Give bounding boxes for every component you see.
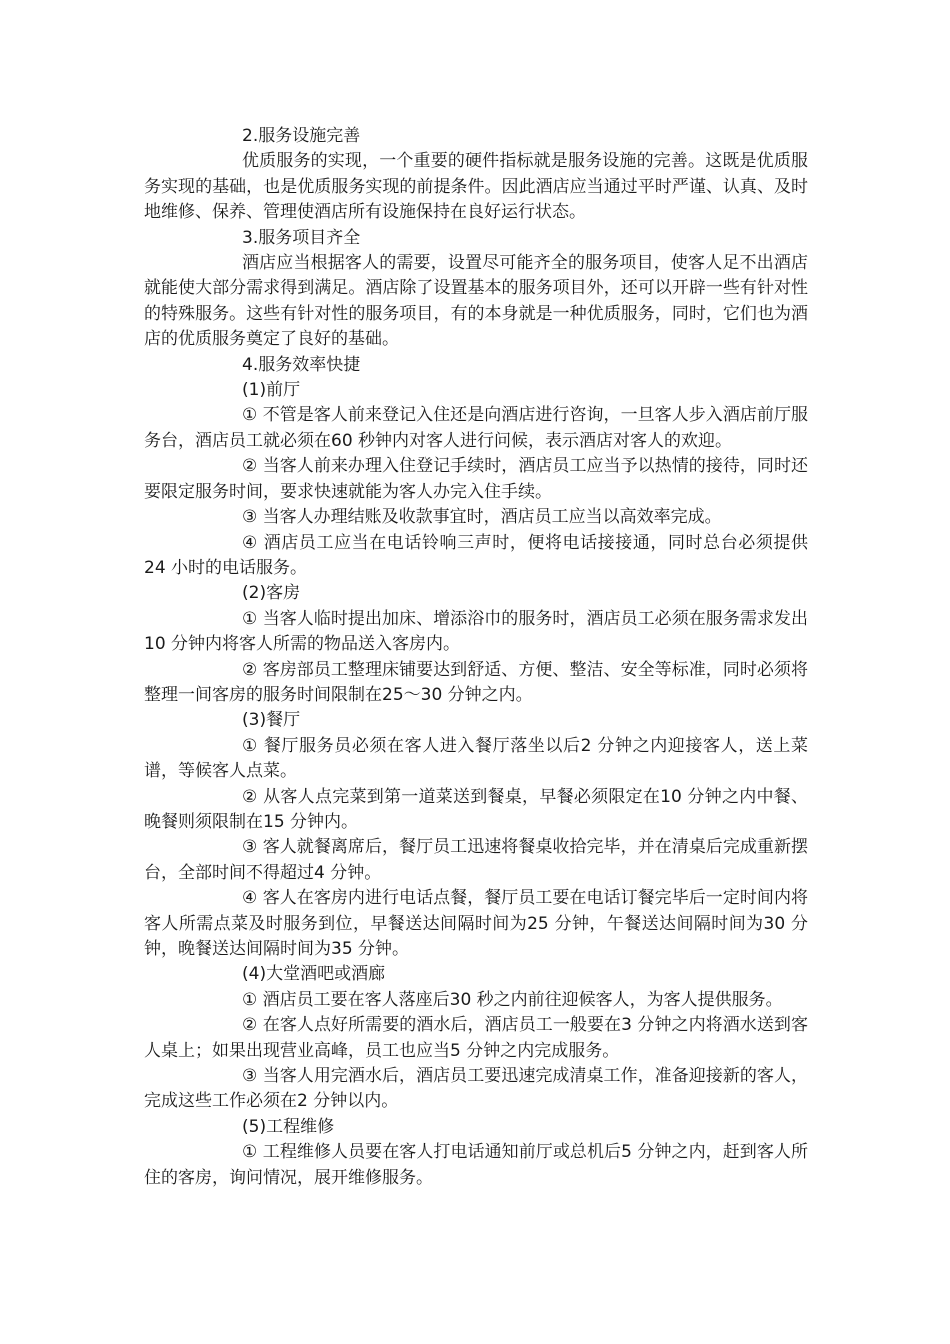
paragraph-lobby-bar-1: ① 酒店员工要在客人落座后30 秒之内前往迎候客人，为客人提供服务。 — [242, 989, 783, 1010]
paragraph-restaurant-3: ③ 客人就餐离席后，餐厅员工迅速将餐桌收拾完毕，并在清桌后完成重新摆台，全部时间不得超过4 分钟。 — [144, 837, 808, 883]
paragraph-front-desk-1: ① 不管是客人前来登记入住还是向酒店进行咨询，一旦客人步入酒店前厅服务台，酒店员工就必须在60 秒钟内对客人进行问候，表示酒店对客人的欢迎。 — [144, 405, 808, 451]
paragraph-guest-room-1: ① 当客人临时提出加床、增添浴巾的服务时，酒店员工必须在服务需求发出10 分钟内将客人所需的物品送入客房内。 — [144, 608, 808, 655]
paragraph-restaurant-1: ① 餐厅服务员必须在客人进入餐厅落坐以后2 分钟之内迎接客人，送上菜谱，等候客人点菜。 — [144, 735, 808, 782]
paragraph-lobby-bar-3: ③ 当客人用完酒水后，酒店员工要迅速完成清桌工作，准备迎接新的客人，完成这些工作必须在2 分钟以内。 — [144, 1066, 808, 1112]
heading-service-items: 3.服务项目齐全 — [242, 227, 361, 248]
subheading-maintenance: (5)工程维修 — [242, 1116, 335, 1137]
subheading-lobby-bar: (4)大堂酒吧或酒廊 — [242, 964, 386, 985]
subheading-guest-room: (2)客房 — [242, 583, 301, 604]
heading-efficiency: 4.服务效率快捷 — [242, 354, 361, 375]
paragraph-front-desk-4: ④ 酒店员工应当在电话铃响三声时，便将电话接接通，同时总台必须提供24 小时的电话服务。 — [144, 532, 808, 578]
paragraph-restaurant-4: ④ 客人在客房内进行电话点餐，餐厅员工要在电话订餐完毕后一定时间内将客人所需点菜及时服务到位，早餐送达间隔时间为25 分钟，午餐送达间隔时间为30 分钟，晚餐送达间隔时间为35 分钟。 — [144, 888, 808, 959]
paragraph-guest-room-2: ② 客房部员工整理床铺要达到舒适、方便、整洁、安全等标准，同时必须将整理一间客房的服务时间限制在25～30 分钟之内。 — [144, 659, 808, 705]
paragraph-facilities: 优质服务的实现，一个重要的硬件指标就是服务设施的完善。这既是优质服务实现的基础，也是优质服务实现的前提条件。因此酒店应当通过平时严谨、认真、及时地维修、保养、管理使酒店所有设施保持在良好运行状态。 — [144, 151, 808, 223]
paragraph-restaurant-2: ② 从客人点完菜到第一道菜送到餐桌，早餐必须限定在10 分钟之内中餐、晚餐则须限制在15 分钟内。 — [144, 786, 808, 832]
paragraph-front-desk-2: ② 当客人前来办理入住登记手续时，酒店员工应当予以热情的接待，同时还要限定服务时间，要求快速就能为客人办完入住手续。 — [144, 456, 808, 502]
subheading-front-desk: (1)前厅 — [242, 380, 301, 401]
paragraph-service-items: 酒店应当根据客人的需要，设置尽可能齐全的服务项目，使客人足不出酒店就能使大部分需求得到满足。酒店除了设置基本的服务项目外，还可以开辟一些有针对性的特殊服务。这些有针对性的服务项目，有的本身就是一种优质服务，同时，它们也为酒店的优质服务奠定了良好的基础。 — [144, 253, 808, 350]
paragraph-maintenance-1: ① 工程维修人员要在客人打电话通知前厅或总机后5 分钟之内，赶到客人所住的客房，询问情况，展开维修服务。 — [144, 1142, 808, 1188]
subheading-restaurant: (3)餐厅 — [242, 710, 301, 731]
paragraph-lobby-bar-2: ② 在客人点好所需要的酒水后，酒店员工一般要在3 分钟之内将酒水送到客人桌上；如果出现营业高峰，员工也应当5 分钟之内完成服务。 — [144, 1015, 808, 1061]
heading-facilities: 2.服务设施完善 — [242, 126, 361, 146]
paragraph-front-desk-3: ③ 当客人办理结账及收款事宜时，酒店员工应当以高效率完成。 — [242, 507, 722, 528]
document-page — [144, 124, 808, 1191]
